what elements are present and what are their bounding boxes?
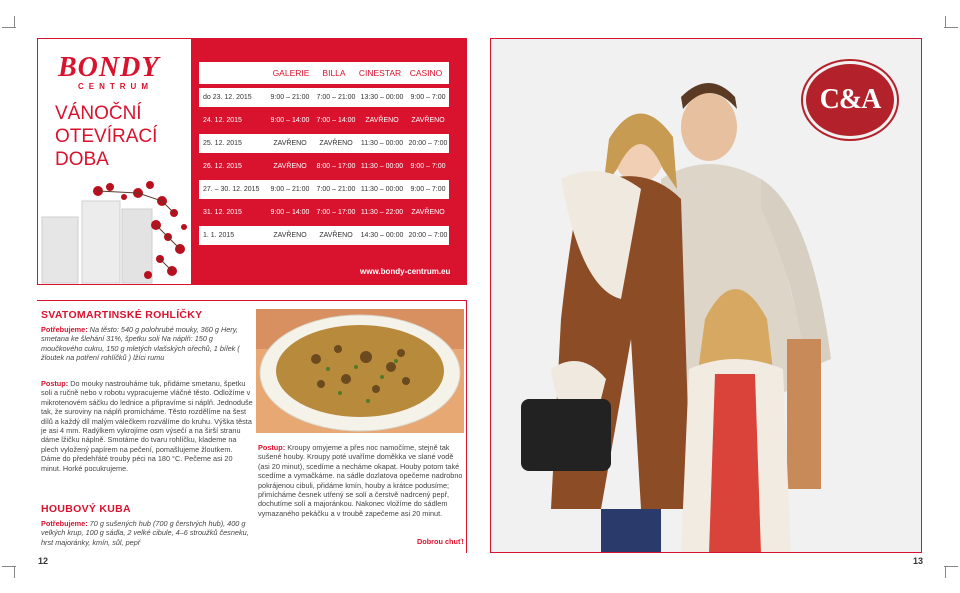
cell-cinestar: ZAVŘENO	[365, 117, 399, 124]
cell-galerie: 9:00 – 21:00	[270, 186, 310, 193]
row-date: 26. 12. 2015	[203, 163, 242, 170]
crop-mark	[944, 566, 958, 567]
recipe1-ingredients-text: Na těsto: 540 g polohrubé mouky, 360 g Hery, smetana ke šlehání 31%, špetku soli Na náplň: 150 g moučkového cukru, 150 g mletých vlašských ořechů, 1 bílek ( žloutek na potření rohlíčků ) lžíci rumu	[41, 325, 240, 363]
cell-cinestar: 11:30 – 00:00	[360, 140, 404, 147]
candles-image	[38, 179, 191, 284]
table-row	[199, 226, 449, 245]
recipes-section	[37, 300, 467, 553]
cell-billa: ZAVŘENO	[319, 232, 353, 239]
page-number-right: 13	[913, 556, 924, 566]
cell-billa: ZAVŘENO	[319, 140, 353, 147]
cell-galerie: 9:00 – 14:00	[270, 209, 310, 216]
crop-mark	[944, 27, 958, 28]
promo-box	[38, 39, 191, 284]
cell-casino: ZAVŘENO	[411, 209, 445, 216]
recipe2-ingredients	[41, 519, 253, 547]
page-number-left: 12	[38, 556, 49, 566]
recipe2-method	[258, 443, 466, 518]
cell-billa: 7:00 – 17:00	[316, 209, 356, 216]
recipe1-ingredients-label: Potřebujeme:	[41, 325, 88, 334]
column-billa: BILLA	[322, 68, 346, 78]
recipe2-method-label: Postup:	[258, 443, 286, 452]
crop-mark	[2, 566, 16, 567]
crop-mark	[945, 566, 946, 578]
row-date: do 23. 12. 2015	[203, 94, 252, 101]
recipe2-title: HOUBOVÝ KUBA	[41, 503, 131, 515]
table-row	[199, 134, 449, 153]
table-row	[199, 180, 449, 199]
ca-logo	[803, 61, 897, 139]
left-page	[37, 38, 467, 553]
row-date: 31. 12. 2015	[203, 209, 242, 216]
cell-cinestar: 13:30 – 00:00	[360, 94, 404, 101]
food-photo	[256, 309, 464, 433]
cell-cinestar: 11:30 – 22:00	[360, 209, 404, 216]
recipe2-ingredients-label: Potřebujeme:	[41, 519, 88, 528]
hours-table-header	[199, 62, 449, 84]
cell-billa: 8:00 – 17:00	[316, 163, 356, 170]
column-galerie: GALERIE	[272, 68, 310, 78]
ca-logo-text: C&A	[819, 84, 881, 115]
row-date: 27. – 30. 12. 2015	[203, 186, 260, 193]
crop-mark	[14, 566, 15, 578]
cell-cinestar: 11:30 – 00:00	[360, 163, 404, 170]
recipe1-method-text: Do mouky nastrouháme tuk, přidáme smetanu, špetku soli a ručně nebo v robotu vypracujeme vláčné těsto. Odložíme v mikrotenovém sáčku do lednice a připravíme si náplň. Jednoduše tak, že suroviny na náplň promícháme. Těsto rozdělíme na šest dílů a každý díl malým válečkem rozválíme do kruhu. Výška těsta je asi 4 mm. Radýlkem vykrojíme osm výsečí a na širší stranu dáme lžičku náplně. Smotáme do tvaru rohlíčku, klademe na plech vyložený papírem na pečení, pomašlujeme žloutkem. Dáme do předehřáté trouby péci na 180 °C. Pečeme asi 20 minut. Horké pocukrujeme.	[41, 379, 253, 473]
column-cinestar: CINESTAR	[358, 68, 402, 78]
row-date: 25. 12. 2015	[203, 140, 242, 147]
cell-galerie: ZAVŘENO	[273, 140, 307, 147]
row-date: 1. 1. 2015	[203, 232, 235, 239]
cell-billa: 7:00 – 14:00	[316, 117, 356, 124]
recipe1-ingredients	[41, 325, 251, 363]
recipe2-method-text: Kroupy omyjeme a přes noc namočíme, stejně tak sušené houby. Kroupy poté uvaříme doměkka ve slané vodě (asi 20 minut), scedíme a necháme okapat. Houby potom také scedíme a vymačkáme. na sádle dozlatova opečeme nadrobno pokrájenou cibuli, přidáme kmín, houby a krátce podusíme; přimícháme česnek utřený se solí a čerstvě nadrcený pepř, dochutíme solí a majoránkou. Nakonec vložíme do sádlem vymazaného pekáčku a v troubě zapečeme asi 20 minut.	[258, 443, 463, 518]
table-row	[199, 111, 449, 130]
cell-casino: 9:00 – 7:00	[410, 94, 446, 101]
recipe1-method-label: Postup:	[41, 379, 69, 388]
recipe1-title: SVATOMARTINSKÉ ROHLÍČKY	[41, 309, 203, 321]
table-row	[199, 157, 449, 176]
cell-galerie: 9:00 – 21:00	[270, 94, 310, 101]
recipe1-method	[41, 379, 253, 473]
recipe2-sign-off: Dobrou chuť!	[417, 537, 464, 546]
fashion-ad	[490, 38, 922, 553]
table-row	[199, 203, 449, 222]
cell-cinestar: 11:30 – 00:00	[360, 186, 404, 193]
cell-casino: 20:00 – 7:00	[408, 232, 448, 239]
cell-billa: 7:00 – 21:00	[316, 94, 356, 101]
cell-cinestar: 14:30 – 00:00	[360, 232, 404, 239]
cell-galerie: ZAVŘENO	[273, 163, 307, 170]
cell-billa: 7:00 – 21:00	[316, 186, 356, 193]
recipe2-ingredients-text: 70 g sušených hub (700 g čerstvých hub), 400 g velkých krup, 100 g sádla, 2 velké cibule, 4–6 stroužků česneku, hrst majoránky, kmín, sůl, pepř	[41, 519, 249, 547]
hours-table	[199, 62, 449, 249]
cell-casino: ZAVŘENO	[411, 117, 445, 124]
row-date: 24. 12. 2015	[203, 117, 242, 124]
cell-casino: 20:00 – 7:00	[408, 140, 448, 147]
opening-hours-panel	[37, 38, 467, 285]
website-url[interactable]: www.bondy-centrum.eu	[360, 267, 451, 276]
cell-galerie: 9:00 – 14:00	[270, 117, 310, 124]
bondy-logo-sub: CENTRUM	[78, 82, 153, 91]
table-row	[199, 88, 449, 107]
promo-title: VÁNOČNÍ OTEVÍRACÍ DOBA	[55, 103, 158, 170]
bondy-logo: BONDY	[58, 52, 160, 83]
cell-galerie: ZAVŘENO	[273, 232, 307, 239]
column-casino: CASINO	[409, 68, 443, 78]
cell-casino: 9:00 – 7:00	[410, 186, 446, 193]
crop-mark	[2, 27, 16, 28]
cell-casino: 9:00 – 7:00	[410, 163, 446, 170]
